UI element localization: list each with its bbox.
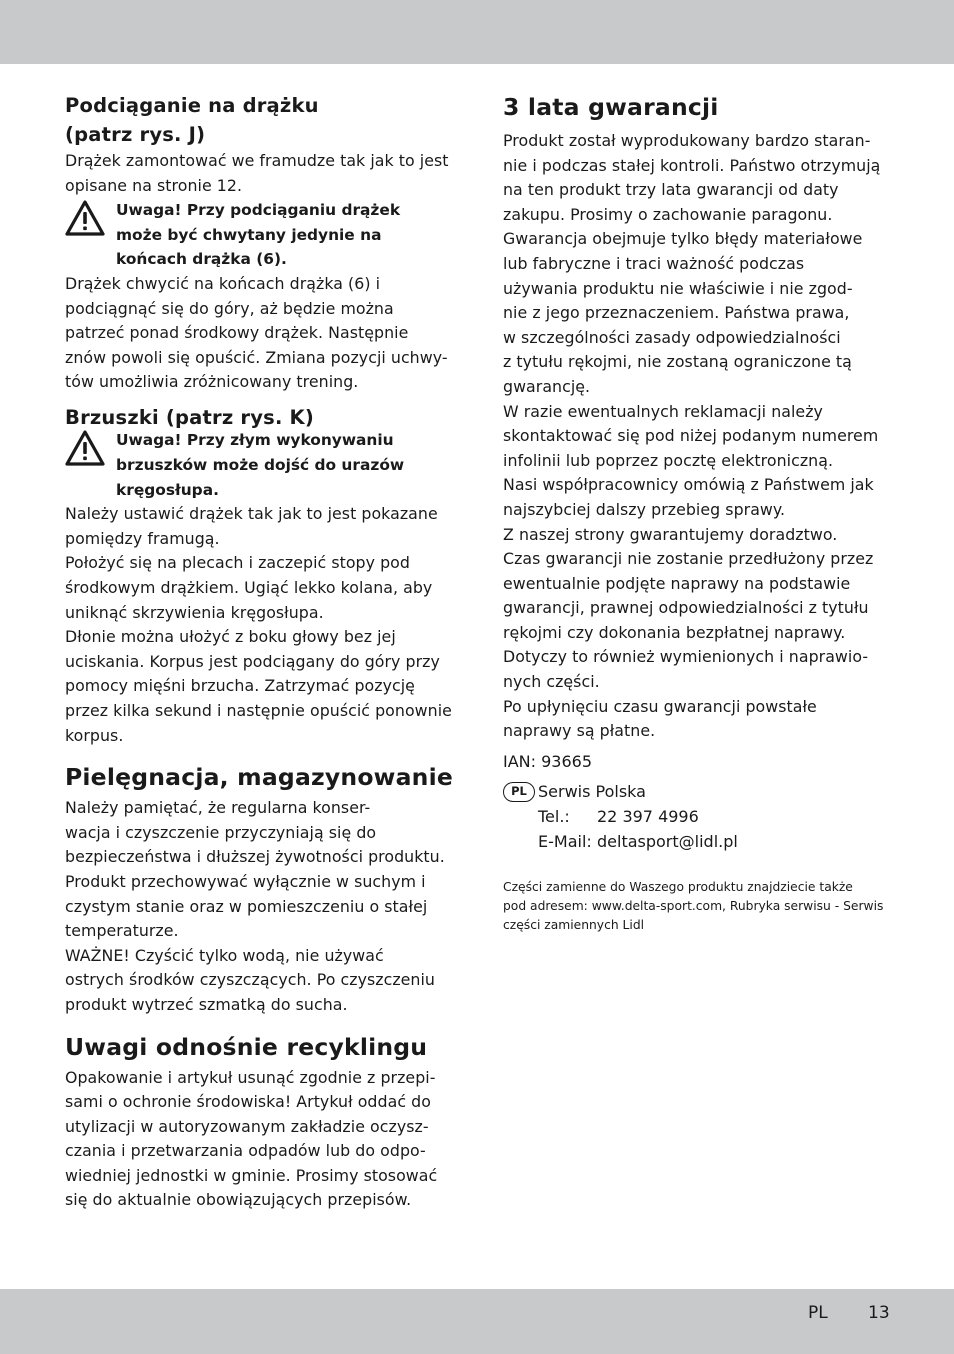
pullups-warning [65,198,457,272]
text-line: infolinii lub poprzez pocztę elektroniczną. [503,450,834,470]
text-line: Po upłynięciu czasu gwarancji powstałe [503,696,817,716]
text-line: Należy pamiętać, że regularna konser- [65,798,371,818]
phone-line [503,805,895,830]
text-line: przez kilka sekund i następnie opuścić ponownie [65,700,452,720]
text-line: Czas gwarancji nie zostanie przedłużony przez [503,549,874,569]
text-line: nie i podczas stałej kontroli. Państwo otrzymują [503,155,881,175]
service-name: Serwis Polska [538,782,646,802]
warranty-text [503,129,895,744]
warning-triangle-icon [65,200,105,236]
text-line: nych części. [503,672,600,692]
title-line: Podciąganie na drążku [65,94,319,117]
right-column [503,92,895,935]
text-line: wiedniej jednostki w gminie. Prosimy stosować [65,1165,438,1185]
recycling-text [65,1066,457,1214]
text-line: WAŻNE! Czyścić tylko wodą, nie używać [65,945,384,965]
text-line: na ten produkt trzy lata gwarancji od daty [503,180,839,200]
pullups-instructions [65,272,457,395]
text-line: Nasi współpracownicy omówią z Państwem jak [503,475,874,495]
text-line: czystym stanie oraz w pomieszczeniu o stałej [65,896,428,916]
text-line: uniknąć skrzywienia kręgosłupa. [65,602,324,622]
text-line: Opakowanie i artykuł usunąć zgodnie z przepi- [65,1067,436,1087]
text-line: używania produktu nie właściwie i nie zgod- [503,278,853,298]
text-line: gwarancji, prawnej odpowiedzialności z tytułu [503,598,869,618]
service-name-line [503,780,895,805]
text-line: pod adresem: www.delta-sport.com, Rubryka serwisu - Serwis [503,899,884,914]
text-line: uciskania. Korpus jest podciągany do góry przy [65,651,440,671]
section-title-warranty: 3 lata gwarancji [503,93,719,121]
text-line: opisane na stronie 12. [65,175,243,195]
warning-line: brzuszków może dojść do urazów [116,456,405,475]
text-line: części zamiennych Lidl [503,918,645,933]
text-line: podciągnąć się do góry, aż będzie można [65,298,394,318]
phone-number: 22 397 4996 [597,807,699,827]
text-line: najszybciej dalszy przebieg sprawy. [503,499,786,519]
text-line: Dotyczy to również wymienionych i naprawio- [503,647,869,667]
warning-line: Uwaga! Przy podciąganiu drążek [116,201,401,220]
text-line: pomocy mięśni brzucha. Zatrzymać pozycję [65,676,415,696]
text-line: Z naszej strony gwarantujemy doradztwo. [503,524,838,544]
warning-line: kręgosłupa. [116,480,219,499]
text-line: Gwarancja obejmuje tylko błędy materiałowe [503,229,863,249]
footer-language: PL [808,1303,828,1323]
email-line [503,830,895,855]
text-line: w szczególności zasady odpowiedzialności [503,327,841,347]
text-line: Należy ustawić drążek tak jak to jest pokazane [65,504,438,524]
text-line: Drążek chwycić na końcach drążka (6) i [65,273,381,293]
text-line: Produkt przechowywać wyłącznie w suchym i [65,871,426,891]
crunches-instructions [65,502,457,748]
page-number: 13 [868,1303,890,1323]
section-title-pullups [65,92,457,149]
text-line: produkt wytrzeć szmatką do sucha. [65,994,348,1014]
header-band [0,0,954,64]
phone-label: Tel.: [538,807,570,827]
crunches-warning [65,428,457,502]
text-line: rękojmi czy dokonania bezpłatnej naprawy. [503,622,846,642]
text-line: sami o ochronie środowiska! Artykuł oddać do [65,1092,431,1112]
warning-line: Uwaga! Przy złym wykonywaniu [116,431,394,450]
country-badge: PL [503,782,535,802]
title-line: (patrz rys. J) [65,122,206,146]
text-line: lub fabryczne i traci ważność podczas [503,253,805,273]
email-address: deltasport@lidl.pl [597,831,738,851]
section-title-recycling: Uwagi odnośnie recyklingu [65,1032,428,1061]
text-line: Drążek zamontować we framudze tak jak to jest [65,151,449,170]
text-line: gwarancję. [503,376,591,396]
text-line: Położyć się na plecach i zaczepić stopy pod [65,553,410,573]
warning-line: końcach drążka (6). [116,250,287,269]
section-title-crunches: Brzuszki (patrz rys. K) [65,405,314,429]
left-column [65,92,457,1213]
text-line: czania i przetwarzania odpadów lub do odpo- [65,1141,426,1161]
text-line: skontaktować się pod niżej podanym numerem [503,426,879,446]
text-line: ostrych środków czyszczących. Po czyszczeniu [65,970,435,990]
text-line: naprawy są płatne. [503,721,656,741]
text-line: Części zamienne do Waszego produktu znajdziecie także [503,880,853,895]
text-line: W razie ewentualnych reklamacji należy [503,401,823,421]
text-line: znów powoli się opuścić. Zmiana pozycji uchwy- [65,347,448,367]
text-line: utylizacji w autoryzowanym zakładzie oczysz- [65,1116,429,1136]
text-line: Dłonie można ułożyć z boku głowy bez jej [65,627,396,647]
warning-line: może być chwytany jedynie na [116,225,382,244]
text-line: się do aktualnie obowiązujących przepisów. [65,1190,412,1210]
text-line: środkowym drążkiem. Ugiąć lekko kolana, aby [65,578,433,597]
text-line: z tytułu rękojmi, nie zostaną ograniczone tą [503,352,852,372]
text-line: bezpieczeństwa i dłuższej żywotności produktu. [65,847,445,867]
spare-parts-note [503,878,895,935]
text-line: Produkt został wyprodukowany bardzo staran- [503,131,871,150]
email-label: E-Mail: [538,831,592,851]
text-line: nie z jego przeznaczeniem. Państwa prawa, [503,303,850,323]
service-contact [503,780,895,854]
section-title-care-storage: Pielęgnacja, magazynowanie [65,763,453,792]
ian-code: IAN: 93665 [503,751,593,771]
text-line: zakupu. Prosimy o zachowanie paragonu. [503,204,833,224]
text-line: wacja i czyszczenie przyczyniają się do [65,822,377,842]
pullups-intro [65,149,457,198]
care-storage-text [65,796,457,1017]
text-line: ewentualnie podjęte naprawy na podstawie [503,573,851,593]
text-line: pomiędzy framugą. [65,528,220,548]
text-line: temperaturze. [65,921,179,941]
warning-triangle-icon [65,430,105,466]
text-line: tów umożliwia zróżnicowany trening. [65,372,359,392]
text-line: patrzeć ponad środkowy drążek. Następnie [65,323,409,343]
text-line: korpus. [65,725,124,745]
